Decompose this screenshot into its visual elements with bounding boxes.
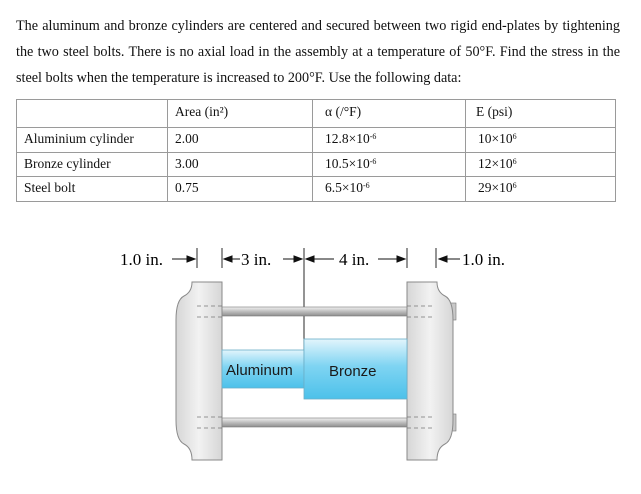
row-area: 0.75 — [168, 177, 313, 202]
bronze-label: Bronze — [329, 363, 377, 380]
row-area: 3.00 — [168, 152, 313, 177]
alpha-exponent: -6 — [369, 156, 377, 166]
modulus-exponent: 6 — [512, 181, 517, 190]
row-area: 2.00 — [168, 128, 313, 153]
aluminum-label: Aluminum — [226, 362, 293, 379]
dimension-aluminum-label: 3 in. — [241, 250, 272, 269]
modulus-base: 10×10 — [478, 131, 513, 146]
dimension-left-label: 1.0 in. — [120, 250, 163, 269]
header-modulus-label: E (psi) — [476, 104, 513, 119]
dimension-bronze-label: 4 in. — [339, 250, 370, 269]
modulus-base: 12×10 — [478, 155, 513, 171]
alpha-exponent: -6 — [369, 132, 377, 141]
extension-lines — [197, 248, 436, 350]
alpha-base: 10.5×10 — [325, 155, 370, 171]
header-area-label: Area (in²) — [175, 104, 229, 119]
alpha-base: 6.5×10 — [325, 180, 363, 195]
dimension-arrows — [172, 256, 460, 262]
problem-statement: The aluminum and bronze cylinders are centered and secured between two rigid end-plates by tightening the two steel bolts. There is no axial load in the assembly at a temperature of 50°F. Find the stress in the steel bolts when the temperature is increased to 200°F. Use the following data: — [16, 18, 620, 86]
modulus-base: 29×10 — [478, 180, 513, 195]
right-end-plate — [407, 282, 453, 460]
alpha-base: 12.8×10 — [325, 131, 370, 146]
alpha-exponent: -6 — [363, 181, 370, 190]
modulus-exponent: 6 — [512, 132, 517, 141]
dimension-right-label: 1.0 in. — [462, 250, 505, 269]
row-name: Aluminium cylinder — [17, 128, 168, 153]
row-name: Steel bolt — [17, 177, 168, 202]
row-name: Bronze cylinder — [17, 152, 168, 177]
header-alpha-label: α (/°F) — [325, 104, 362, 119]
left-end-plate — [176, 282, 222, 460]
modulus-exponent: 6 — [512, 156, 517, 166]
